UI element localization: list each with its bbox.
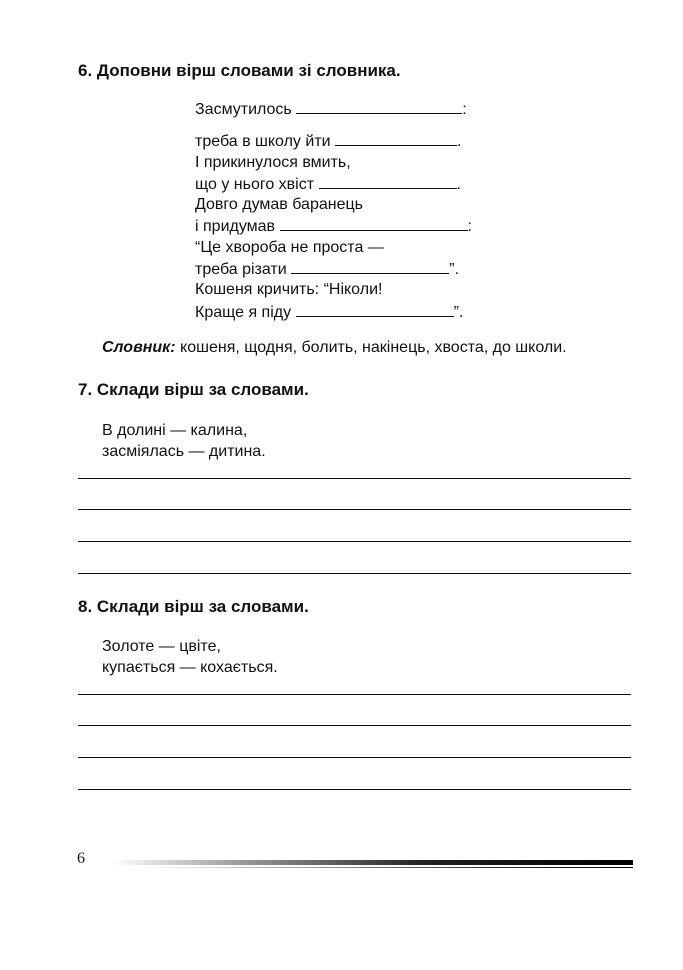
task-8-title: 8. Склади вірш за словами.	[78, 597, 309, 616]
poem-text: “Це хвороба не проста —	[195, 238, 384, 256]
writing-line[interactable]	[78, 509, 631, 510]
task-8-given-words	[102, 637, 278, 678]
poem-punct: .	[457, 133, 462, 151]
writing-line[interactable]	[78, 789, 631, 790]
poem-line	[195, 173, 472, 195]
poem-punct: ”.	[449, 261, 459, 279]
poem-punct: ”.	[453, 303, 464, 321]
poem-text: Довго думав баранець	[195, 196, 363, 214]
poem-line	[195, 238, 472, 258]
task-7-given-words	[102, 421, 266, 462]
poem-line	[195, 215, 472, 237]
poem-line	[195, 98, 472, 120]
poem-punct: :	[462, 101, 467, 118]
poem-text: що у нього хвіст	[195, 175, 319, 193]
page-number: 6	[77, 850, 85, 867]
writing-line[interactable]	[78, 694, 631, 695]
poem-text: І прикинулося вмить,	[195, 153, 351, 171]
writing-line[interactable]	[78, 478, 631, 479]
poem-line	[195, 130, 472, 152]
dictionary-words: кошеня, щодня, болить, накінець, хвоста, до школи.	[175, 339, 567, 356]
poem-text: треба в школу йти	[195, 133, 336, 151]
given-line: В долині — калина,	[102, 422, 248, 439]
blank-3[interactable]	[319, 173, 457, 189]
writing-line[interactable]	[78, 541, 631, 542]
blank-4[interactable]	[280, 215, 468, 231]
poem	[195, 98, 472, 323]
given-line: засміялась — дитина.	[102, 442, 266, 460]
poem-text: Засмутилось	[195, 101, 297, 118]
poem-text: і придумав	[195, 218, 280, 236]
given-line: Золоте — цвіте,	[102, 638, 221, 655]
blank-5[interactable]	[291, 258, 449, 274]
poem-text: Кошеня кричить: “Ніколи!	[195, 281, 383, 299]
task-7-title: 7. Склади вірш за словами.	[78, 380, 309, 399]
blank-6[interactable]	[296, 301, 454, 317]
poem-line	[195, 258, 472, 280]
poem-line	[195, 301, 472, 323]
task-6-title: 6. Доповни вірш словами зі словника.	[78, 61, 401, 80]
dictionary	[102, 339, 567, 357]
given-line: купається — кохається.	[102, 658, 278, 676]
poem-line	[195, 195, 472, 215]
blank-1[interactable]	[296, 98, 462, 114]
writing-line[interactable]	[78, 725, 631, 726]
poem-text: треба різати	[195, 261, 292, 279]
footer-rule-thin	[140, 867, 633, 868]
poem-line	[195, 153, 472, 173]
footer-rule	[112, 860, 633, 865]
writing-line[interactable]	[78, 757, 631, 758]
poem-punct: .	[456, 175, 461, 193]
poem-text: Краще я піду	[195, 303, 296, 321]
writing-line[interactable]	[78, 573, 631, 574]
poem-punct: :	[467, 218, 472, 236]
poem-line	[195, 280, 472, 300]
blank-2[interactable]	[335, 130, 457, 146]
dictionary-label: Словник:	[102, 339, 176, 356]
